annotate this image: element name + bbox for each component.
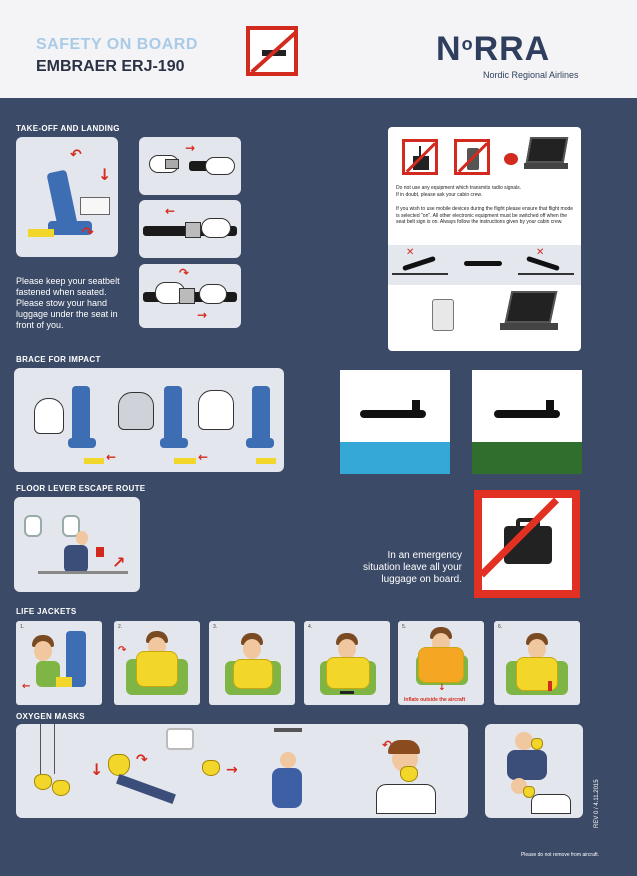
laptop-allowed-icon: [505, 291, 558, 323]
devices-warning-line1: Do not use any equipment which transmits radio signals.: [396, 185, 522, 191]
seatbelt-tighten-illustration: ←: [139, 200, 241, 258]
inflate-outside-note: Inflate outside the aircraft: [404, 697, 466, 703]
seatbelt-fasten-illustration: →: [139, 137, 241, 195]
oxygen-mask-sequence: ↓ ↷ → ↶: [16, 724, 468, 818]
laptop-icon: [526, 137, 569, 163]
no-smoking-icon: [246, 26, 298, 76]
lifejacket-step-6: 6.: [494, 621, 580, 705]
seat-upright-illustration: ↶ ↓ ↷: [16, 137, 118, 257]
section-brace-heading: BRACE FOR IMPACT: [16, 355, 101, 364]
lifejacket-step-4: 4.: [304, 621, 390, 705]
revision-label: REV 0 / 4.11.2015: [594, 779, 600, 828]
lifejacket-step-3: 3.: [209, 621, 295, 705]
brace-position-illustration: ← ←: [14, 368, 284, 472]
lifejacket-step-2: 2. ↷: [114, 621, 200, 705]
electronic-devices-panel: [388, 127, 581, 351]
devices-warning-line2: If in doubt, please ask your cabin crew.: [396, 192, 483, 198]
no-remote-toy-icon: [504, 153, 518, 165]
luggage-warning-text: In an emergency situation leave all your luggage on board.: [363, 550, 462, 585]
card-header: [0, 0, 637, 98]
section-oxygen-heading: OXYGEN MASKS: [16, 712, 85, 721]
no-mobile-phone-icon: [454, 139, 490, 175]
water-landing-illustration: [340, 370, 450, 474]
do-not-remove-notice: Please do not remove from aircraft.: [520, 852, 600, 858]
airline-logo: $N^oRRA$: [436, 30, 551, 68]
aircraft-type: EMBRAER ERJ-190: [36, 58, 185, 75]
oxygen-mask-assist-child: [485, 724, 583, 818]
floor-escape-illustration: ↗: [14, 497, 140, 592]
flight-phases-strip: ✕ ✕: [388, 245, 581, 285]
land-landing-illustration: [472, 370, 582, 474]
no-radio-device-icon: [402, 139, 438, 175]
devices-warning-line3: If you wish to use mobile devices during the flight please ensure that flight mode is selected "on". All other electronic equipment must be switched off when the seat belt sign is on. Always follow the instructions given by your cabin crew.: [396, 206, 574, 225]
seatbelt-release-illustration: ↷ →: [139, 264, 241, 328]
takeoff-instructions: Please keep your seatbelt fastened when seated. Please stow your hand luggage under the seat in front of you.: [16, 276, 120, 330]
airline-name: Nordic Regional Airlines: [483, 70, 579, 80]
lifejacket-step-1: 1. ←: [16, 621, 102, 705]
no-luggage-icon: [474, 490, 580, 598]
section-floor-heading: FLOOR LEVER ESCAPE ROUTE: [16, 484, 146, 493]
lifejacket-step-5: 5. ↓ Inflate outside the aircraft: [398, 621, 484, 705]
card-title: SAFETY ON BOARD: [36, 36, 198, 53]
medical-device-icon: [432, 299, 454, 331]
section-takeoff-heading: TAKE-OFF AND LANDING: [16, 124, 120, 133]
section-lifejackets-heading: LIFE JACKETS: [16, 607, 77, 616]
